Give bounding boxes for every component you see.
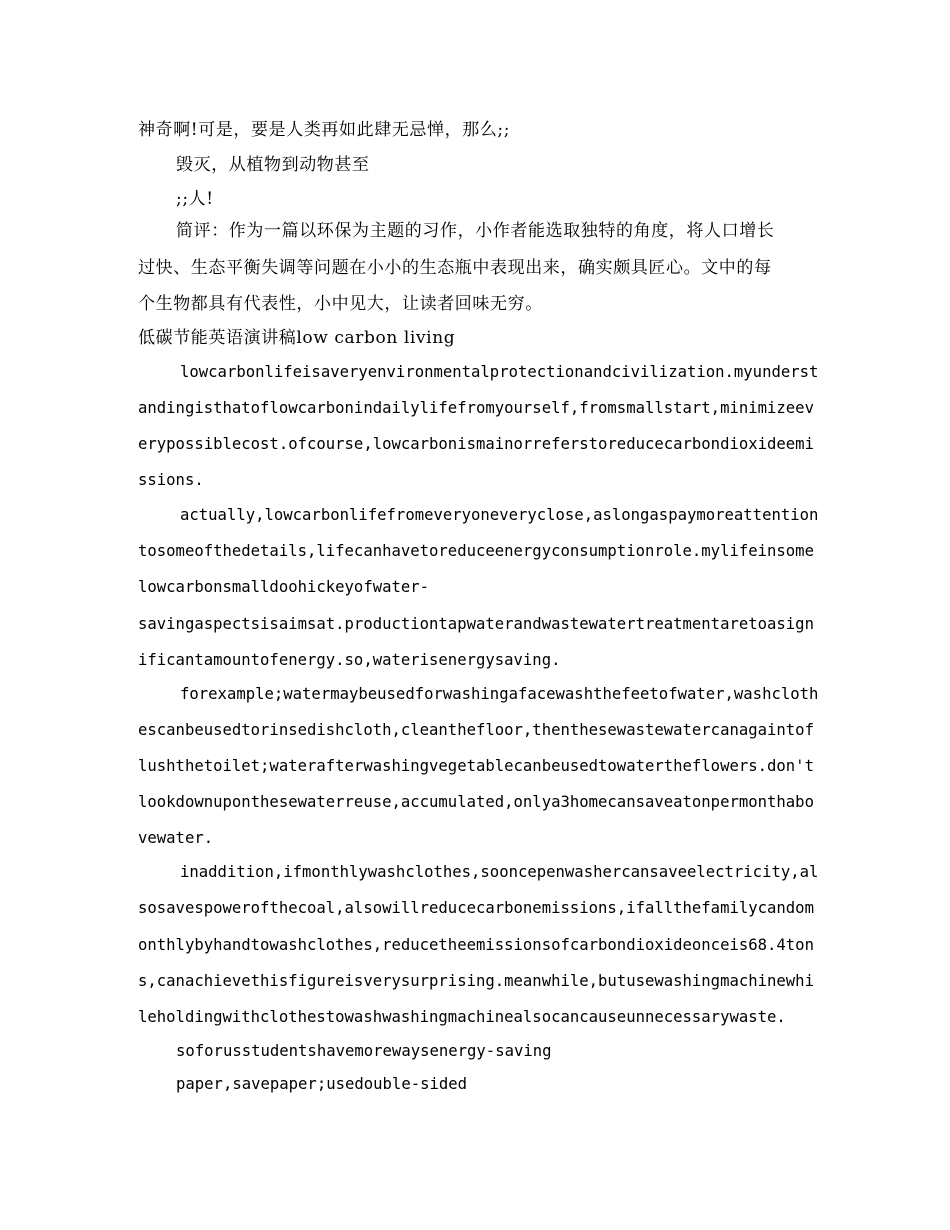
text-line-19: lushthetoilet;waterafterwashingvegetablecanbeusedtowatertheflowers.don't (138, 757, 814, 775)
text-line-2: 毁灭，从植物到动物甚至 (176, 155, 370, 175)
text-line-16: ificantamountofenergy.so,waterisenergysaving. (138, 651, 561, 669)
text-line-6: 个生物都具有代表性，小中见大，让读者回味无穷。 (138, 294, 543, 314)
text-line-1: 神奇啊!可是，要是人类再如此肆无忌惮，那么;; (138, 120, 511, 140)
heading-line: 低碳节能英语演讲稿low carbon living (138, 328, 456, 348)
text-line-9: andingisthatoflowcarbonindailylifefromyourself,fromsmallstart,minimizeev (138, 399, 814, 417)
text-line-15: savingaspectsisaimsat.productiontapwaterandwastewatertreatmentaretoasign (138, 615, 814, 633)
text-line-27: soforusstudentshavemorewaysenergy-saving (176, 1042, 552, 1060)
text-line-20: lookdownuponthesewaterreuse,accumulated,onlya3homecansaveatonpermonthabo (138, 793, 814, 811)
text-line-5: 过快、生态平衡失调等问题在小小的生态瓶中表现出来，确实颇具匠心。文中的每 (138, 258, 772, 278)
text-line-14: lowcarbonsmalldoohickeyofwater- (138, 578, 430, 596)
text-line-3: ;;人! (176, 189, 214, 209)
text-line-24: onthlybyhandtowashclothes,reducetheemissionsofcarbondioxideonceis68.4ton (138, 936, 814, 954)
text-line-4: 简评：作为一篇以环保为主题的习作，小作者能选取独特的角度，将人口增长 (176, 221, 775, 241)
text-line-8: lowcarbonlifeisaveryenvironmentalprotectionandcivilization.myunderst (180, 363, 819, 381)
text-line-28: paper,savepaper;usedouble-sided (176, 1075, 468, 1093)
text-line-11: ssions. (138, 471, 204, 489)
text-line-22: inaddition,ifmonthlywashclothes,sooncepenwashercansaveelectricity,al (180, 863, 819, 881)
text-line-12: actually,lowcarbonlifefromeveryoneveryclose,aslongaspaymoreattention (180, 506, 819, 524)
text-line-25: s,canachievethisfigureisverysurprising.meanwhile,butusewashingmachinewhi (138, 972, 814, 990)
text-line-23: sosavespowerofthecoal,alsowillreducecarbonemissions,ifallthefamilycandom (138, 899, 814, 917)
text-line-18: escanbeusedtorinsedishcloth,cleanthefloor,thenthesewastewatercanagaintof (138, 721, 814, 739)
text-line-10: erypossiblecost.ofcourse,lowcarbonismainorreferstoreducecarbondioxideemi (138, 435, 814, 453)
text-line-17: forexample;watermaybeusedforwashingafacewashthefeetofwater,washcloth (180, 685, 819, 703)
text-line-21: vewater. (138, 829, 214, 847)
text-line-26: leholdingwithclothestowashwashingmachinealsocancauseunnecessarywaste. (138, 1008, 786, 1026)
text-line-13: tosomeofthedetails,lifecanhavetoreduceenergyconsumptionrole.mylifeinsome (138, 542, 814, 560)
